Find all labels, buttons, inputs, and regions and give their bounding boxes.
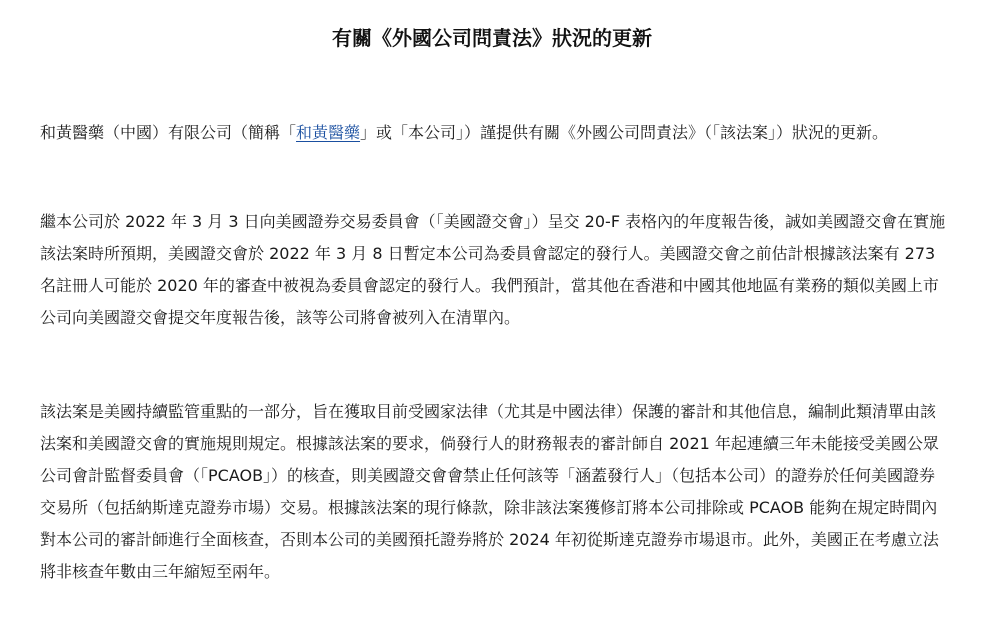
sec-filing-paragraph: 繼本公司於 2022 年 3 月 3 日向美國證券交易委員會（「美國證交會」）呈交 20-F 表格內的年度報告後，誠如美國證交會在實施該法案時所預期，美國證交會於 2022 年 3 月 8 日暫定本公司為委員會認定的發行人。美國證交會之前估計根據該法案有 273 名註冊人可能於 2020 年的審查中被視為委員會認定的發行人。我們預計，當其他在香港和中國其他地區有業務的類似美國上市公司向美國證交會提交年度報告後，該等公司將會被列入在清單內。 [40, 212, 946, 327]
page-title: 有關《外國公司問責法》狀況的更新 [332, 26, 652, 50]
intro-paragraph [40, 117, 950, 149]
company-link[interactable]: 和黃醫藥 [296, 123, 361, 142]
intro-text-after-link: 」或「本公司」）謹提供有關《外國公司問責法》（「該法案」）狀況的更新。 [360, 123, 889, 142]
intro-text-before-link: 和黃醫藥（中國）有限公司（簡稱「 [40, 123, 297, 142]
hfcaa-regulation-paragraph: 該法案是美國持續監管重點的一部分，旨在獲取目前受國家法律（尤其是中國法律）保護的審計和其他信息，編制此類清單由該法案和美國證交會的實施規則規定。根據該法案的要求，倘發行人的財務報表的審計師自 2021 年起連續三年未能接受美國公眾公司會計監督委員會（「PCAOB」）的核查，則美國證交會會禁止任何該等「涵蓋發行人」（包括本公司）的證券於任何美國證券交易所（包括納斯達克證券市場）交易。根據該法案的現行條款，除非該法案獲修訂將本公司排除或 PCAOB 能夠在規定時間內對本公司的審計師進行全面核查，否則本公司的美國預托證券將於 2024 年初從斯達克證券市場退市。此外，美國正在考慮立法將非核查年數由三年縮短至兩年。 [40, 402, 939, 581]
